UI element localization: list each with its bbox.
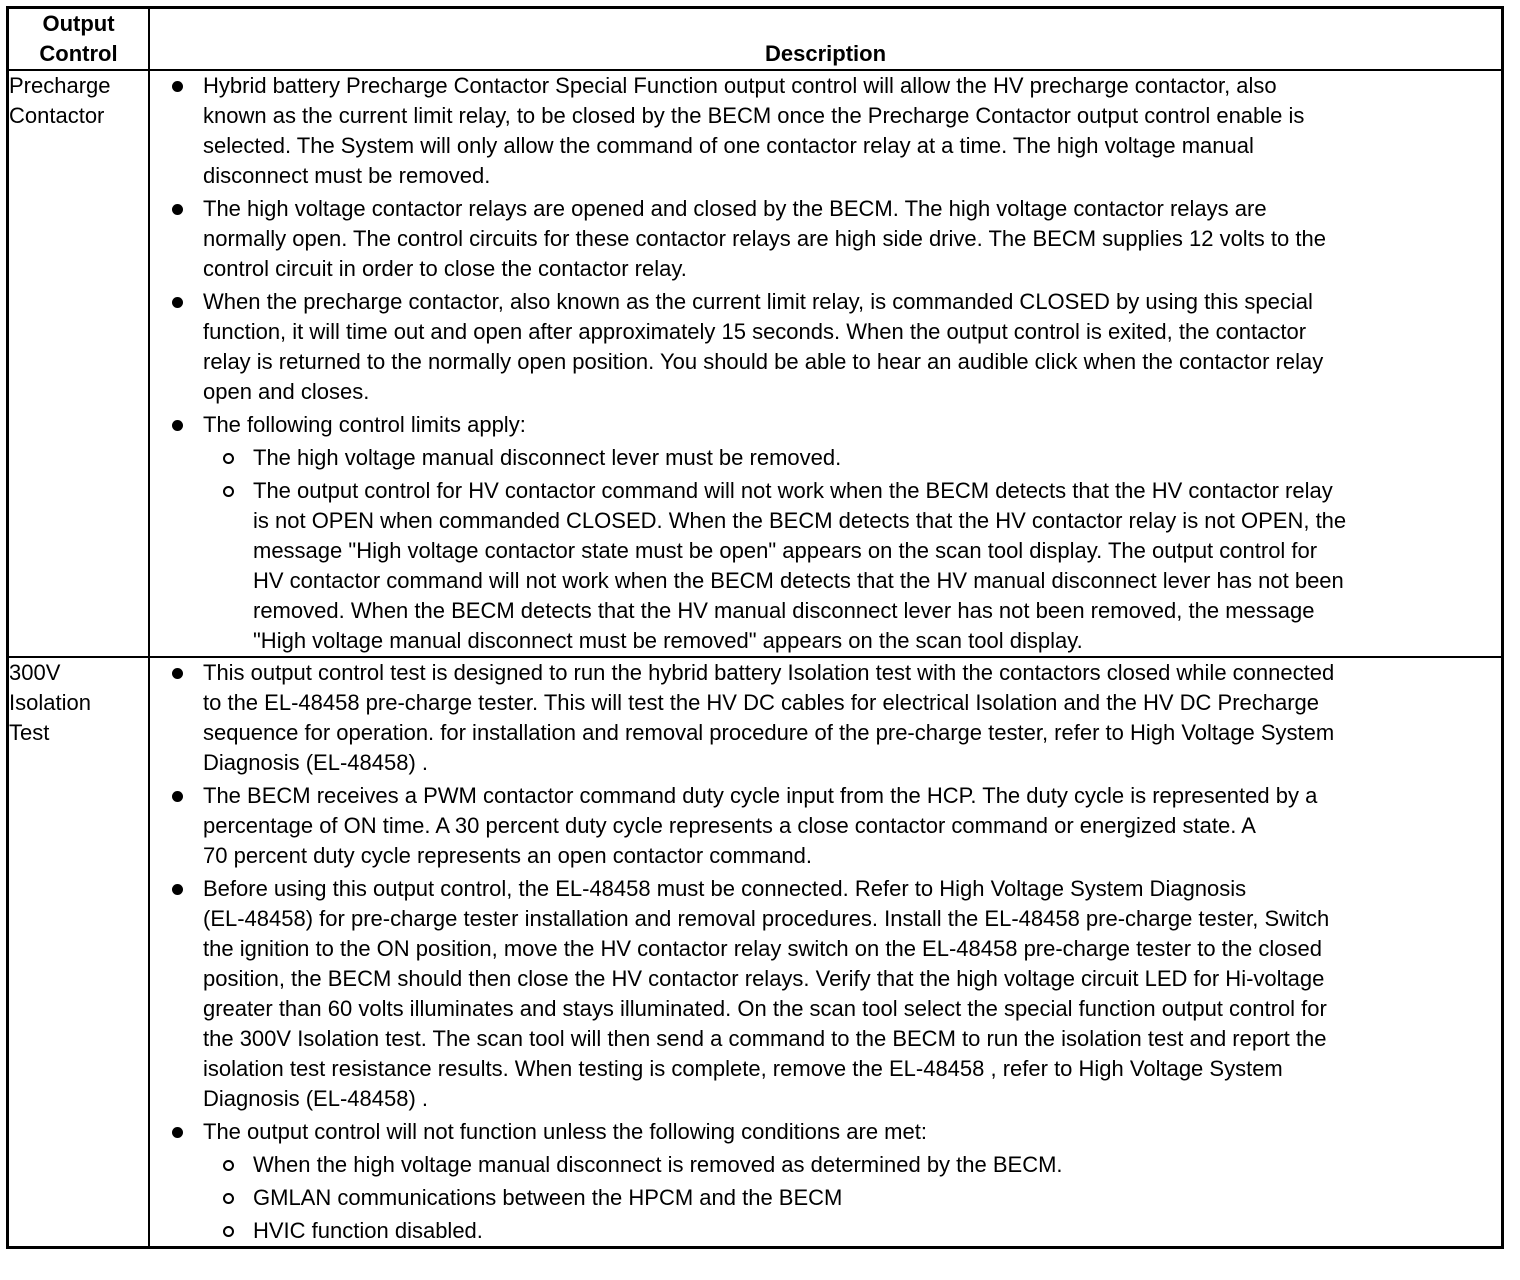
hollow-bullet-icon [223, 1226, 234, 1237]
description-line: Hybrid battery Precharge Contactor Special Function output control will allow the HV precharge contactor, also [203, 73, 1277, 98]
description-line: "High voltage manual disconnect must be removed" appears on the scan tool display. [253, 628, 1083, 653]
header-col1-line: Output [42, 11, 115, 36]
filled-bullet-icon [172, 791, 183, 802]
description-line: HVIC function disabled. [253, 1218, 483, 1243]
description-line: open and closes. [203, 379, 370, 404]
filled-bullet-icon [172, 81, 183, 92]
table-row [8, 70, 1503, 657]
filled-bullet-icon [172, 1127, 183, 1138]
hollow-bullet-icon [223, 1160, 234, 1171]
output-control-name: Contactor [9, 103, 105, 128]
header-output-control [8, 8, 150, 71]
table-body [8, 70, 1503, 1248]
bullet-item [150, 410, 1501, 440]
output-control-name: Isolation [9, 690, 91, 715]
description-line: the ignition to the ON position, move the HV contactor relay switch on the EL-48458 pre-charge tester to the closed [203, 936, 1322, 961]
description-line: control circuit in order to close the contactor relay. [203, 256, 687, 281]
bullet-item [150, 1117, 1501, 1147]
description-line: the 300V Isolation test. The scan tool will then send a command to the BECM to run the isolation test and report the [203, 1026, 1327, 1051]
table-row [8, 657, 1503, 1248]
description-line: function, it will time out and open after approximately 15 seconds. When the output control is exited, the contactor [203, 319, 1307, 344]
bullet-item [150, 658, 1501, 778]
description-line: The BECM receives a PWM contactor command duty cycle input from the HCP. The duty cycle is represented by a [203, 783, 1318, 808]
description-line: to the EL-48458 pre-charge tester. This will test the HV DC cables for electrical Isolation and the HV DC Precharge [203, 690, 1320, 715]
description-line: This output control test is designed to run the hybrid battery Isolation test with the contactors closed while connected [203, 660, 1335, 685]
filled-bullet-icon [172, 420, 183, 431]
description-line: Diagnosis (EL-48458) . [203, 750, 429, 775]
description-line: sequence for operation. for installation and removal procedure of the pre-charge tester, refer to High Voltage System [203, 720, 1335, 745]
description-line: message "High voltage contactor state must be open" appears on the scan tool display. The output control for [253, 538, 1318, 563]
description-line: The high voltage contactor relays are opened and closed by the BECM. The high voltage contactor relays are [203, 196, 1267, 221]
sub-bullet-item [150, 1216, 1501, 1246]
description-line: selected. The System will only allow the command of one contactor relay at a time. The high voltage manual [203, 133, 1254, 158]
bullet-item [150, 71, 1501, 191]
description-line: relay is returned to the normally open position. You should be able to hear an audible click when the contactor relay [203, 349, 1324, 374]
description-line: normally open. The control circuits for these contactor relays are high side drive. The BECM supplies 12 volts to the [203, 226, 1326, 251]
description-line: greater than 60 volts illuminates and stays illuminated. On the scan tool select the special function output control for [203, 996, 1327, 1021]
description-line: HV contactor command will not work when the BECM detects that the HV manual disconnect lever has not been [253, 568, 1344, 593]
header-description: Description [149, 8, 1503, 71]
description-line: The high voltage manual disconnect lever must be removed. [253, 445, 842, 470]
sub-bullet-item [150, 443, 1501, 473]
description-line: Before using this output control, the EL-48458 must be connected. Refer to High Voltage System Diagnosis [203, 876, 1247, 901]
bullet-item [150, 781, 1501, 871]
bullet-item [150, 874, 1501, 1114]
hollow-bullet-icon [223, 453, 234, 464]
description-line: known as the current limit relay, to be closed by the BECM once the Precharge Contactor output control enable is [203, 103, 1305, 128]
description-line: Diagnosis (EL-48458) . [203, 1086, 429, 1111]
description-line: position, the BECM should then close the HV contactor relays. Verify that the high voltage circuit LED for Hi-voltage [203, 966, 1325, 991]
sub-bullet-item [150, 1150, 1501, 1180]
output-control-name: Test [9, 720, 50, 745]
description-line: is not OPEN when commanded CLOSED. When the BECM detects that the HV contactor relay is not OPEN, the [253, 508, 1347, 533]
sub-bullet-item [150, 476, 1501, 656]
description-line: When the high voltage manual disconnect is removed as determined by the BECM. [253, 1152, 1063, 1177]
output-control-name: Precharge [9, 73, 111, 98]
output-control-cell [8, 70, 150, 657]
hollow-bullet-icon [223, 1193, 234, 1204]
output-control-cell [8, 657, 150, 1248]
description-line: GMLAN communications between the HPCM and the BECM [253, 1185, 843, 1210]
header-row [8, 8, 1503, 71]
filled-bullet-icon [172, 668, 183, 679]
description-line: The output control for HV contactor command will not work when the BECM detects that the HV contactor relay [253, 478, 1333, 503]
description-cell [149, 657, 1503, 1248]
description-line: The following control limits apply: [203, 412, 526, 437]
output-control-table [6, 6, 1504, 1249]
filled-bullet-icon [172, 297, 183, 308]
bullet-item [150, 287, 1501, 407]
output-control-name: 300V [9, 660, 61, 685]
filled-bullet-icon [172, 884, 183, 895]
description-line: The output control will not function unless the following conditions are met: [203, 1119, 927, 1144]
description-line: percentage of ON time. A 30 percent duty cycle represents a close contactor command or energized state. A [203, 813, 1256, 838]
filled-bullet-icon [172, 204, 183, 215]
description-line: removed. When the BECM detects that the HV manual disconnect lever has not been removed, the message [253, 598, 1315, 623]
bullet-item [150, 194, 1501, 284]
description-line: disconnect must be removed. [203, 163, 491, 188]
description-line: (EL-48458) for pre-charge tester installation and removal procedures. Install the EL-48458 pre-charge tester, Switch [203, 906, 1330, 931]
description-cell [149, 70, 1503, 657]
hollow-bullet-icon [223, 486, 234, 497]
description-line: 70 percent duty cycle represents an open contactor command. [203, 843, 813, 868]
sub-bullet-item [150, 1183, 1501, 1213]
description-line: When the precharge contactor, also known as the current limit relay, is commanded CLOSED by using this special [203, 289, 1313, 314]
header-col1-line: Control [39, 41, 118, 66]
description-line: isolation test resistance results. When testing is complete, remove the EL-48458 , refer to High Voltage System [203, 1056, 1283, 1081]
